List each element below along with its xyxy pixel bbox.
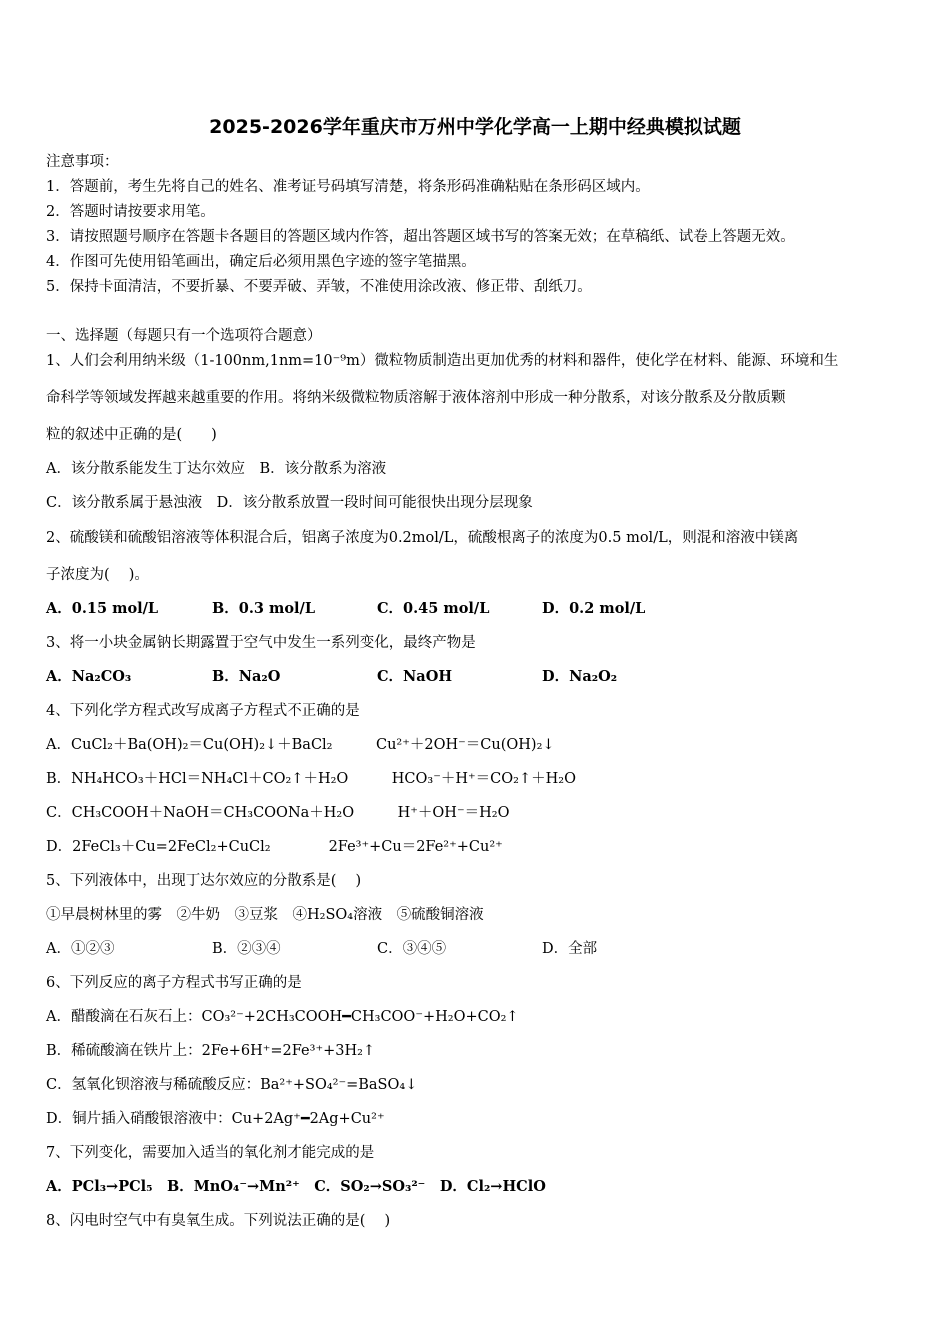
notice-item-2: 2．答题时请按要求用笔。 [46, 204, 215, 220]
notice-item-1: 1．答题前，考生先将自己的姓名、准考证号码填写清楚，将条形码准确粘贴在条形码区域内。 [46, 179, 650, 195]
q2-option-b: B．0.3 mol/L [212, 600, 316, 617]
notice-title: 注意事项： [46, 154, 119, 170]
q2-option-a: A．0.15 mol/L [46, 600, 159, 617]
q4-option-a: A．CuCl₂＋Ba(OH)₂＝Cu(OH)₂↓＋BaCl₂ Cu²⁺＋2OH⁻＝Cu(OH)₂↓ [46, 737, 555, 753]
q2-option-c: C．0.45 mol/L [377, 600, 490, 617]
q8-stem: 8、闪电时空气中有臭氧生成。下列说法正确的是( ) [46, 1213, 391, 1229]
q5-option-a: A．①②③ [46, 941, 115, 957]
q7-options: A．PCl₃→PCl₅ B．MnO₄⁻→Mn²⁺ C．SO₂→SO₃²⁻ D．Cl₂→HClO [46, 1178, 546, 1195]
q5-stem: 5、下列液体中，出现丁达尔效应的分散系是( ) [46, 873, 362, 889]
q1-stem-line2: 命科学等领域发挥越来越重要的作用。将纳米级微粒物质溶解于液体溶剂中形成一种分散系，对该分散系及分散质颗 [46, 390, 786, 406]
q5-option-c: C．③④⑤ [377, 941, 447, 957]
q2-option-d: D．0.2 mol/L [542, 600, 646, 617]
q5-option-b: B．②③④ [212, 941, 281, 957]
q1-options-cd: C．该分散系属于悬浊液 D．该分散系放置一段时间可能很快出现分层现象 [46, 495, 533, 511]
q2-stem-line2: 子浓度为( )。 [46, 567, 149, 583]
q3-option-c: C．NaOH [377, 668, 453, 685]
q4-option-b: B．NH₄HCO₃＋HCl＝NH₄Cl＋CO₂↑＋H₂O HCO₃⁻＋H⁺＝CO₂↑＋H₂O [46, 771, 576, 787]
q3-option-d: D．Na₂O₂ [542, 668, 618, 685]
notice-item-3: 3．请按照题号顺序在答题卡各题目的答题区域内作答，超出答题区域书写的答案无效；在草稿纸、试卷上答题无效。 [46, 229, 795, 245]
q7-stem: 7、下列变化，需要加入适当的氧化剂才能完成的是 [46, 1145, 375, 1161]
q1-stem-line3: 粒的叙述中正确的是( ) [46, 427, 217, 443]
q3-option-a: A．Na₂CO₃ [46, 668, 132, 685]
q1-stem-line1: 1、人们会利用纳米级（1-100nm,1nm=10⁻⁹m）微粒物质制造出更加优秀的材料和器件，使化学在材料、能源、环境和生 [46, 353, 839, 369]
page-title: 2025-2026学年重庆市万州中学化学高一上期中经典模拟试题 [209, 116, 741, 138]
q5-items: ①早晨树林里的雾 ②牛奶 ③豆浆 ④H₂SO₄溶液 ⑤硫酸铜溶液 [46, 907, 484, 923]
q4-option-d: D．2FeCl₃＋Cu=2FeCl₂+CuCl₂ 2Fe³⁺+Cu＝2Fe²⁺+Cu²⁺ [46, 839, 503, 855]
q6-option-b: B．稀硫酸滴在铁片上：2Fe+6H⁺=2Fe³⁺+3H₂↑ [46, 1043, 376, 1059]
notice-item-4: 4．作图可先使用铅笔画出，确定后必须用黑色字迹的签字笔描黑。 [46, 254, 476, 270]
q6-stem: 6、下列反应的离子方程式书写正确的是 [46, 975, 302, 991]
q1-options-ab: A．该分散系能发生丁达尔效应 B．该分散系为溶液 [46, 461, 387, 477]
q6-option-c: C．氢氧化钡溶液与稀硫酸反应：Ba²⁺+SO₄²⁻=BaSO₄↓ [46, 1077, 418, 1093]
q5-option-d: D．全部 [542, 941, 598, 957]
q3-stem: 3、将一小块金属钠长期露置于空气中发生一系列变化，最终产物是 [46, 635, 476, 651]
q4-stem: 4、下列化学方程式改写成离子方程式不正确的是 [46, 703, 360, 719]
notice-item-5: 5．保持卡面清洁，不要折暴、不要弄破、弄皱，不准使用涂改液、修正带、刮纸刀。 [46, 279, 592, 295]
q3-option-b: B．Na₂O [212, 668, 281, 685]
q4-option-c: C．CH₃COOH＋NaOH＝CH₃COONa＋H₂O H⁺＋OH⁻＝H₂O [46, 805, 510, 821]
section-heading: 一、选择题（每题只有一个选项符合题意） [46, 328, 322, 344]
q6-option-a: A．醋酸滴在石灰石上：CO₃²⁻+2CH₃COOH━CH₃COO⁻+H₂O+CO₂↑ [46, 1009, 519, 1025]
q2-stem-line1: 2、硫酸镁和硫酸铝溶液等体积混合后，铝离子浓度为0.2mol/L，硫酸根离子的浓度为0.5 mol/L，则混和溶液中镁离 [46, 530, 799, 546]
q6-option-d: D．铜片插入硝酸银溶液中：Cu+2Ag⁺━2Ag+Cu²⁺ [46, 1111, 385, 1127]
